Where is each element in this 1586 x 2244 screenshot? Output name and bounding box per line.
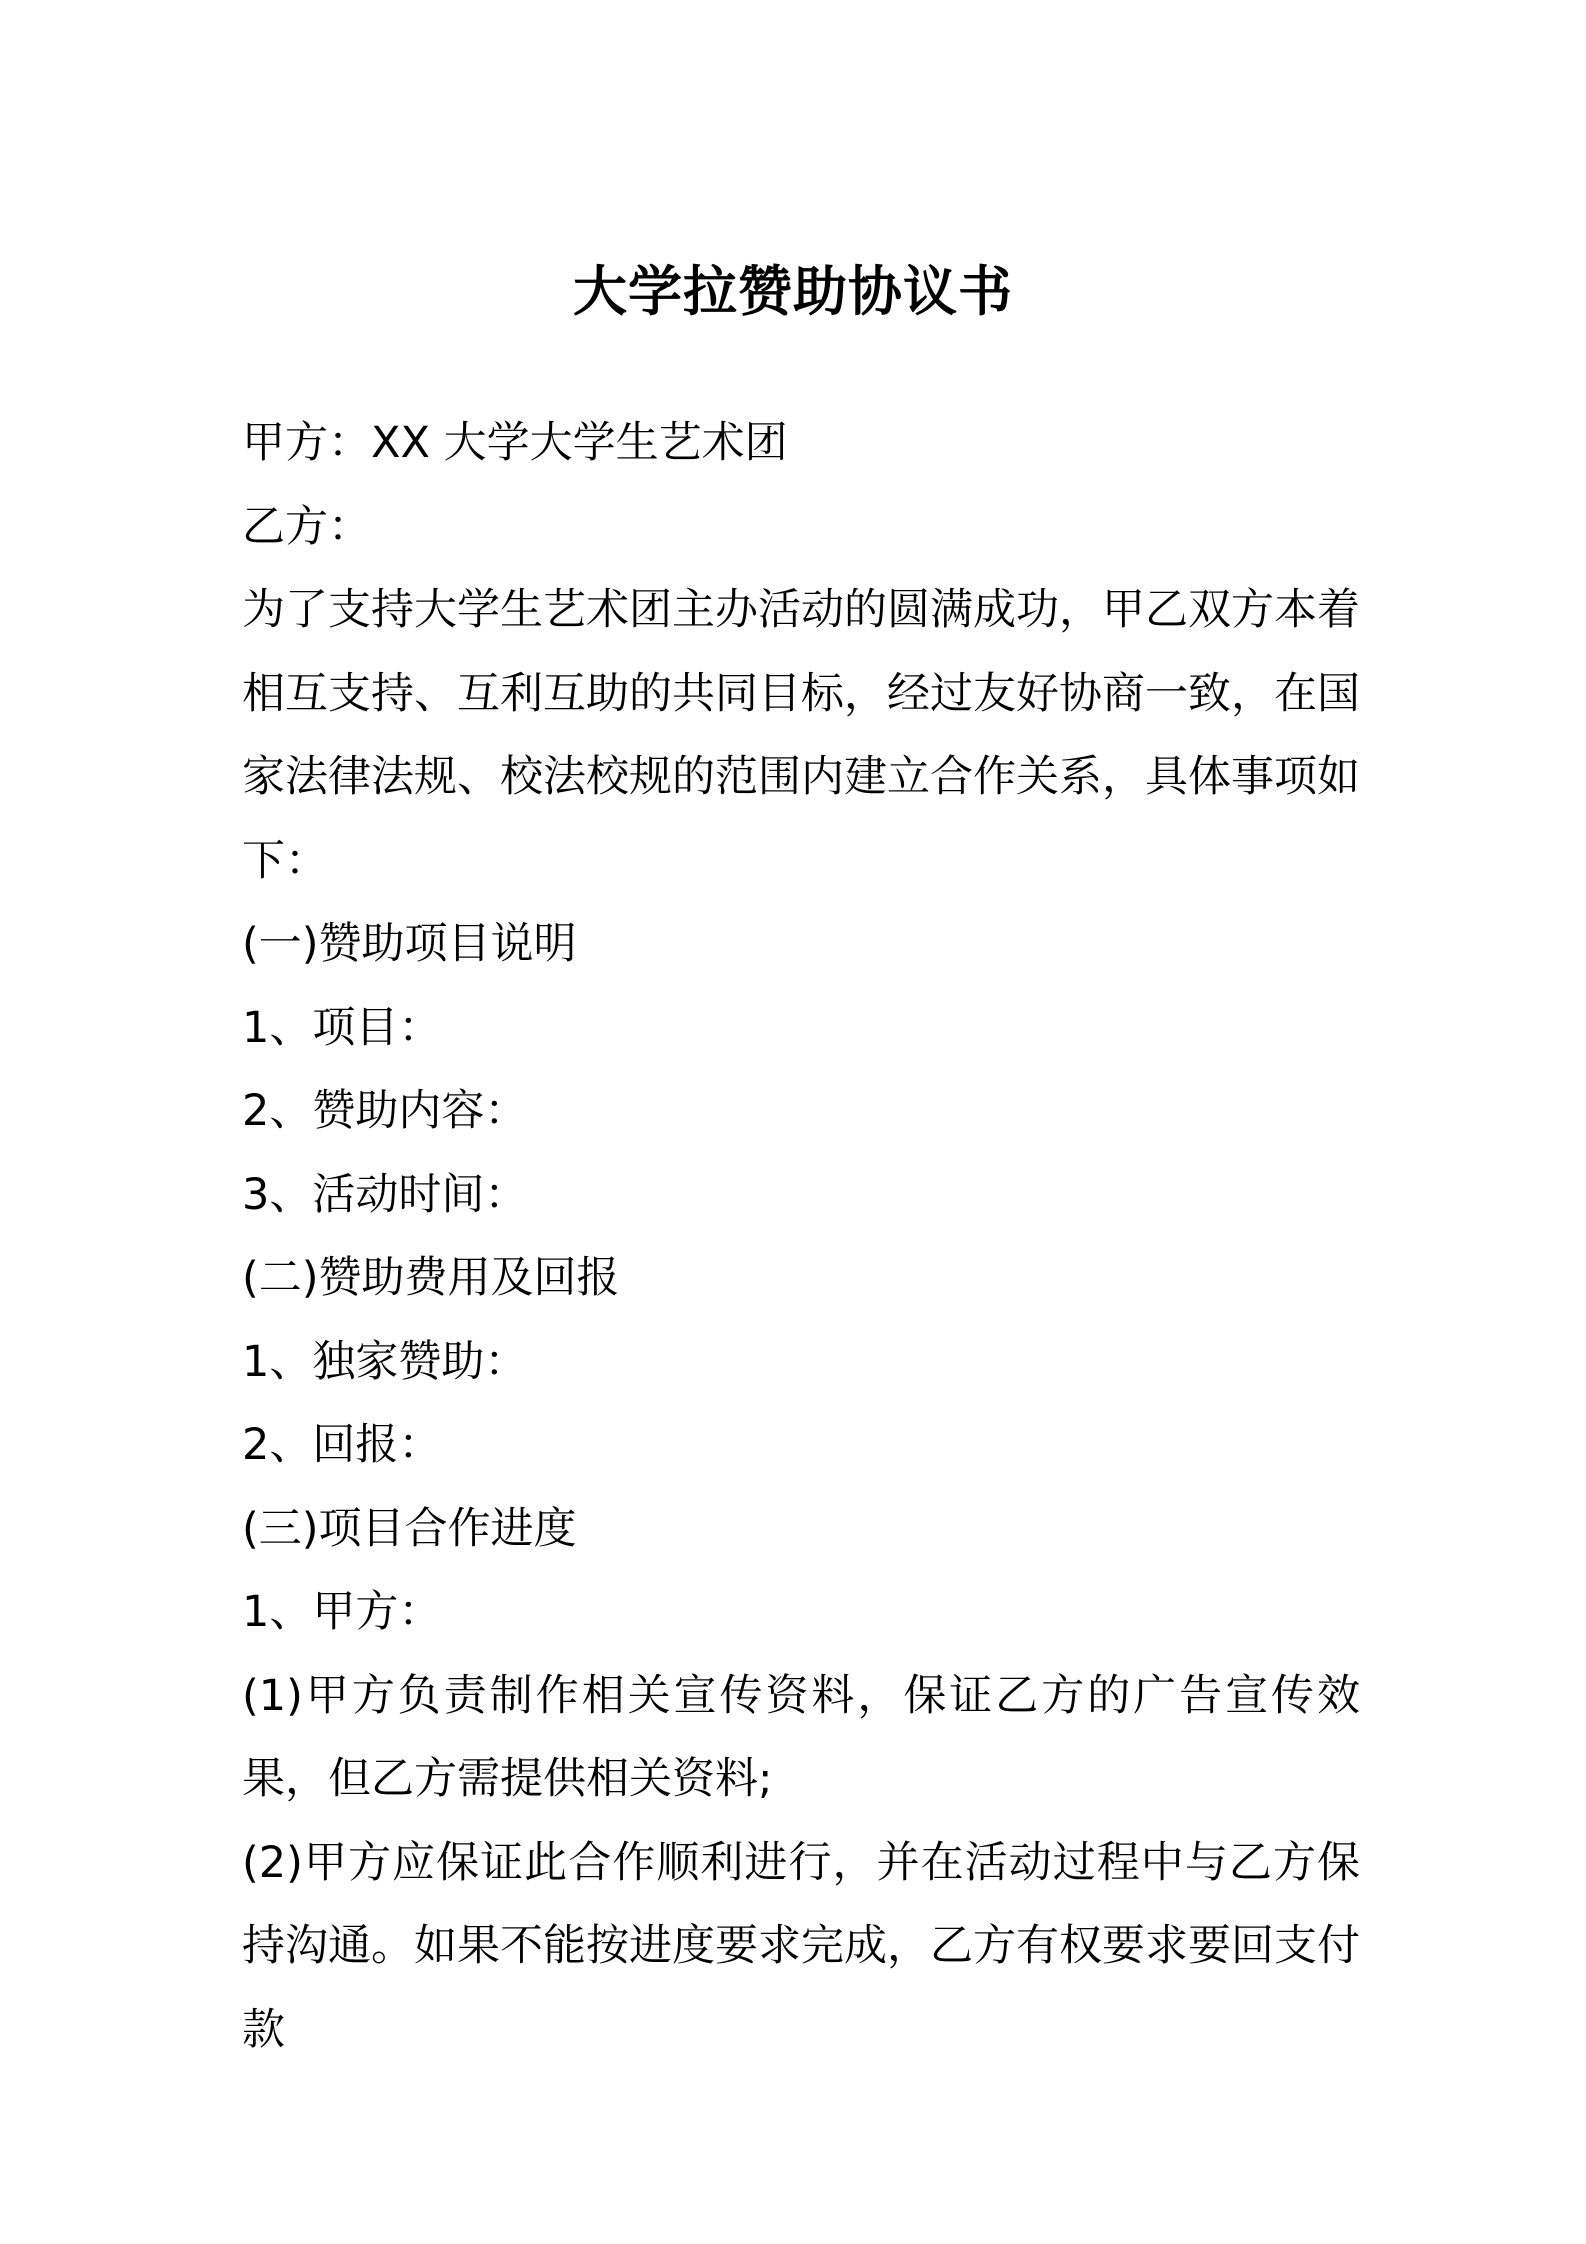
clause-paragraph: (2)甲方应保证此合作顺利进行，并在活动过程中与乙方保持沟通。如果不能按进度要求完成，乙方有权要求要回支付款 <box>242 1837 1360 2055</box>
document-body <box>242 402 1360 2072</box>
party-a-line: 甲方：XX 大学大学生艺术团 <box>242 418 788 468</box>
list-item: 1、独家赞助： <box>242 1336 528 1387</box>
list-item: 1、甲方： <box>242 1587 442 1637</box>
document-title: 大学拉赞助协议书 <box>573 260 1013 323</box>
party-b-line: 乙方： <box>242 501 371 552</box>
clause-paragraph: (1)甲方负责制作相关宣传资料，保证乙方的广告宣传效果，但乙方需提供相关资料; <box>242 1670 1360 1804</box>
list-item: 1、项目： <box>242 1002 442 1053</box>
section-heading: (一)赞助项目说明 <box>242 919 577 969</box>
list-item: 2、回报： <box>242 1420 442 1470</box>
section-heading: (二)赞助费用及回报 <box>242 1253 620 1303</box>
list-item: 3、活动时间： <box>242 1169 528 1220</box>
section-heading: (三)项目合作进度 <box>242 1503 577 1554</box>
list-item: 2、赞助内容： <box>242 1086 528 1136</box>
preamble-paragraph: 为了支持大学生艺术团主办活动的圆满成功，甲乙双方本着相互支持、互利互助的共同目标，经过友好协商一致，在国家法律法规、校法校规的范围内建立合作关系，具体事项如下： <box>242 585 1360 886</box>
